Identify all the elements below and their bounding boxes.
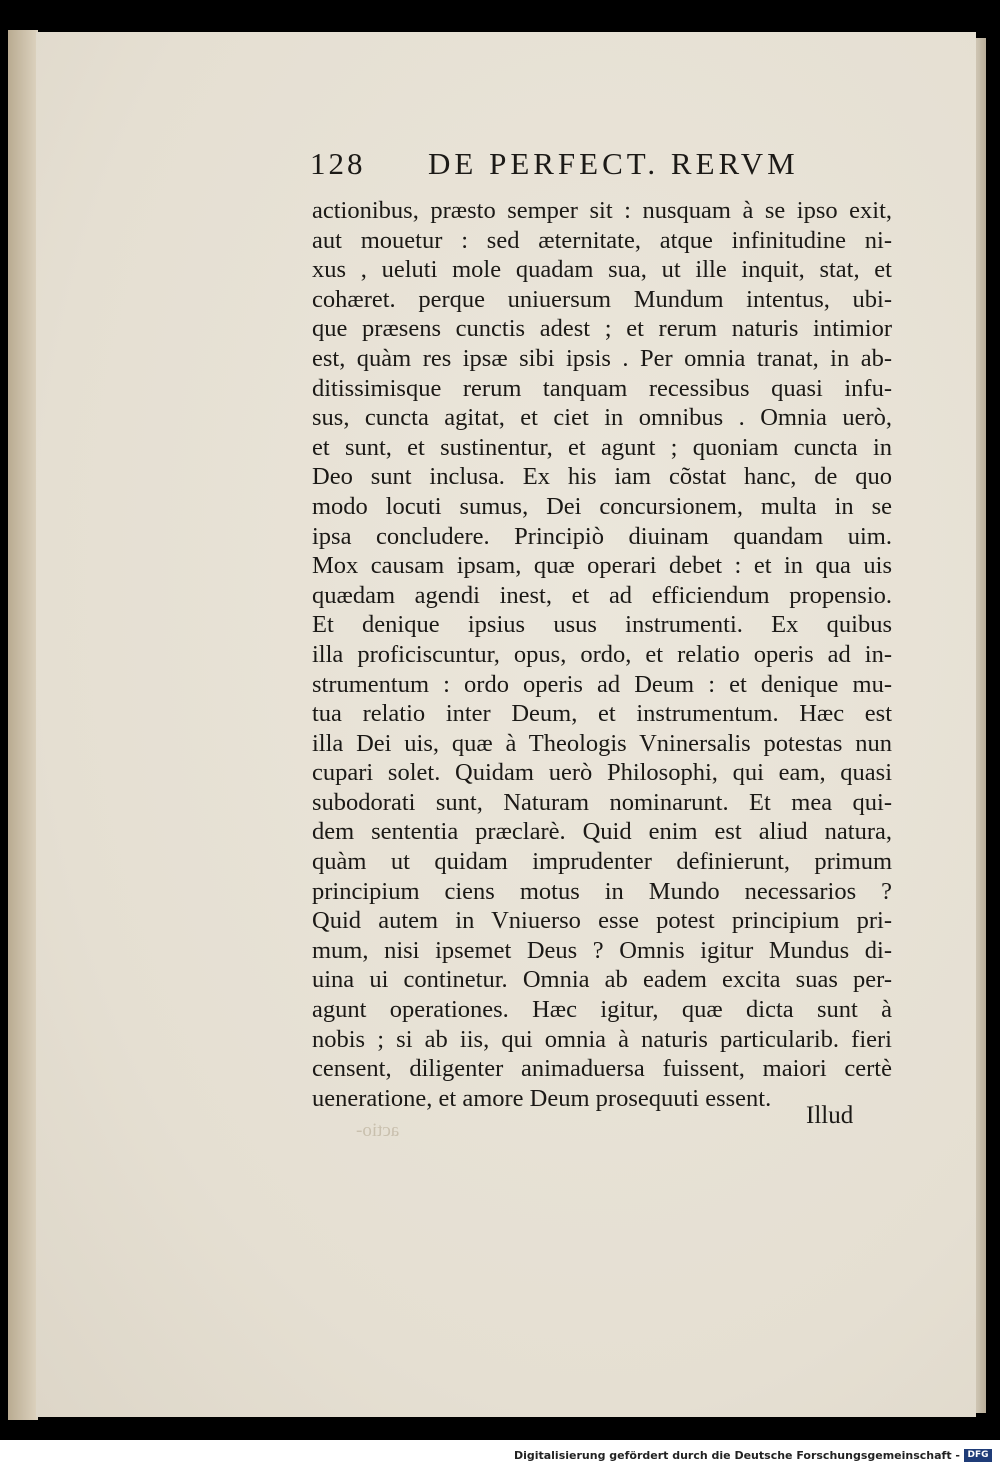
text-line: Deo sunt inclusa. Ex his iam cõstat hanc, de quo xyxy=(312,463,892,491)
text-line: nobis ; si ab iis, qui omnia à naturis particularib. fieri xyxy=(312,1025,892,1053)
text-line: Quid autem in Vniuerso esse potest principium pri- xyxy=(312,907,892,935)
body-text xyxy=(312,196,892,1113)
text-line: uina ui continetur. Omnia ab eadem excita suas per- xyxy=(312,966,892,994)
text-line: censent, diligenter animaduersa fuissent, maiori certè xyxy=(312,1055,892,1083)
text-line: modo locuti sumus, Dei concursionem, multa in se xyxy=(312,492,892,520)
text-line: sus, cuncta agitat, et ciet in omnibus . Omnia uerò, xyxy=(312,404,892,432)
text-line: agunt operationes. Hæc igitur, quæ dicta sunt à xyxy=(312,996,892,1024)
text-line: Et denique ipsius usus instrumenti. Ex quibus xyxy=(312,611,892,639)
text-line: illa proficiscuntur, opus, ordo, et relatio operis ad in- xyxy=(312,640,892,668)
text-line: strumentum : ordo operis ad Deum : et denique mu- xyxy=(312,670,892,698)
catchword: Illud xyxy=(806,1102,854,1129)
text-line: subodorati sunt, Naturam nominarunt. Et mea qui- xyxy=(312,788,892,816)
text-line: aut mouetur : sed æternitate, atque infinitudine ni- xyxy=(312,226,892,254)
page-edge-left xyxy=(8,30,38,1420)
text-line: et sunt, et sustinentur, et agunt ; quoniam cuncta in xyxy=(312,433,892,461)
text-line: est, quàm res ipsæ sibi ipsis . Per omnia tranat, in ab- xyxy=(312,344,892,372)
text-line: principium ciens motus in Mundo necessarios ? xyxy=(312,877,892,905)
dfg-logo: DFG xyxy=(964,1449,992,1462)
running-head xyxy=(310,140,810,184)
text-line: xus , ueluti mole quadam sua, ut ille inquit, stat, et xyxy=(312,256,892,284)
text-line: cohæret. perque uniuersum Mundum intentus, ubi- xyxy=(312,285,892,313)
running-head-title: DE PERFECT. RERVM xyxy=(428,146,799,181)
text-line: ueneratione, et amore Deum prosequuti essent. xyxy=(312,1084,772,1112)
text-line: illa Dei uis, quæ à Theologis Vninersalis potestas nun xyxy=(312,729,892,757)
text-line: Mox causam ipsam, quæ operari debet : et in qua uis xyxy=(312,552,892,580)
text-line: actionibus, præsto semper sit : nusquam à se ipso exit, xyxy=(312,197,892,224)
text-line: quædam agendi inest, et ad efficiendum propensio. xyxy=(312,581,892,609)
text-line: mum, nisi ipsemet Deus ? Omnis igitur Mundus di- xyxy=(312,936,892,964)
bleed-through-text: actio- xyxy=(356,1120,400,1141)
text-line: que præsens cunctis adest ; et rerum naturis intimior xyxy=(312,315,892,343)
text-line: ipsa concludere. Principiò diuinam quandam uim. xyxy=(312,522,892,550)
text-line: dem sententia præclarè. Quid enim est aliud natura, xyxy=(312,818,892,846)
text-line: tua relatio inter Deum, et instrumentum. Hæc est xyxy=(312,700,892,728)
folio-number: 128 xyxy=(310,146,366,181)
text-line: cupari solet. Quidam uerò Philosophi, qui eam, quasi xyxy=(312,759,892,787)
text-line: ditissimisque rerum tanquam recessibus quasi infu- xyxy=(312,374,892,402)
text-line: quàm ut quidam imprudenter definierunt, primum xyxy=(312,848,892,876)
footer-credit: Digitalisierung gefördert durch die Deutsche Forschungsgemeinschaft - xyxy=(513,1449,960,1462)
